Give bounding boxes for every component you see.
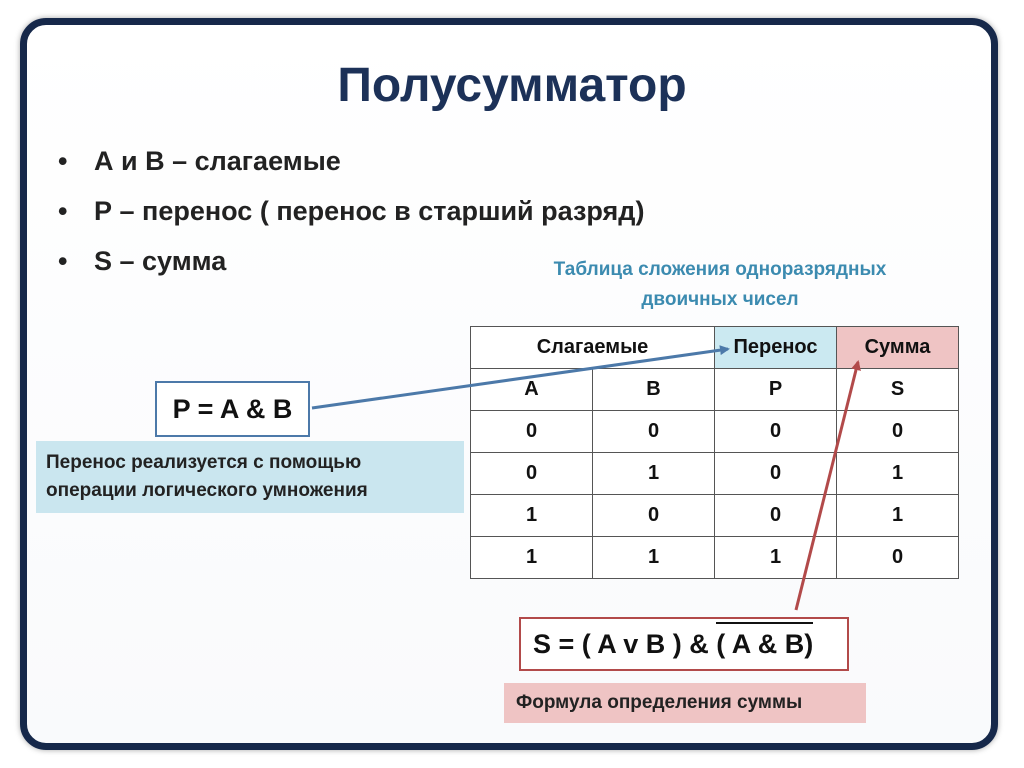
table-cell: 0: [593, 411, 715, 453]
bullet-icon: •: [58, 196, 68, 226]
table-cell: 1: [471, 537, 593, 579]
column-header-b: B: [593, 369, 715, 411]
table-cell: 1: [715, 537, 837, 579]
carry-arrow: [312, 349, 728, 408]
table-caption-line: Таблица сложения одноразрядных: [553, 259, 887, 280]
bullet-text: S – сумма: [94, 246, 227, 276]
bullet-text: Р – перенос ( перенос в старший разряд): [94, 196, 645, 226]
table-cell: 0: [715, 411, 837, 453]
table-cell: 0: [593, 495, 715, 537]
bullet-icon: •: [58, 246, 68, 276]
table-cell: 1: [837, 495, 959, 537]
table-cell: 1: [837, 453, 959, 495]
table-cell: 1: [593, 453, 715, 495]
sum-note: Формула определения суммы: [504, 683, 866, 723]
sum-arrow: [796, 362, 858, 610]
sum-header: Сумма: [837, 327, 959, 369]
bullet-text: А и В – слагаемые: [94, 146, 341, 176]
bullet-icon: •: [58, 146, 68, 176]
carry-note: Перенос реализуется с помощью операции логического умножения: [36, 441, 464, 513]
column-header-a: A: [471, 369, 593, 411]
table-cell: 1: [471, 495, 593, 537]
table-cell: 0: [837, 411, 959, 453]
column-header-s: S: [837, 369, 959, 411]
table-cell: 0: [837, 537, 959, 579]
table-cell: 0: [471, 453, 593, 495]
sum-formula-prefix: S = ( A v B ) &: [533, 629, 717, 659]
addends-header: Слагаемые: [471, 327, 715, 369]
carry-formula: P = A & B: [155, 381, 310, 437]
table-cell: 0: [715, 495, 837, 537]
carry-header: Перенос: [715, 327, 837, 369]
table-caption-line: двоичных чисел: [641, 289, 799, 310]
table-cell: 0: [471, 411, 593, 453]
table-cell: 0: [715, 453, 837, 495]
column-header-p: P: [715, 369, 837, 411]
slide-title: Полусумматор: [337, 59, 687, 112]
sum-formula-negated: ( A & B): [716, 622, 813, 664]
table-cell: 1: [593, 537, 715, 579]
